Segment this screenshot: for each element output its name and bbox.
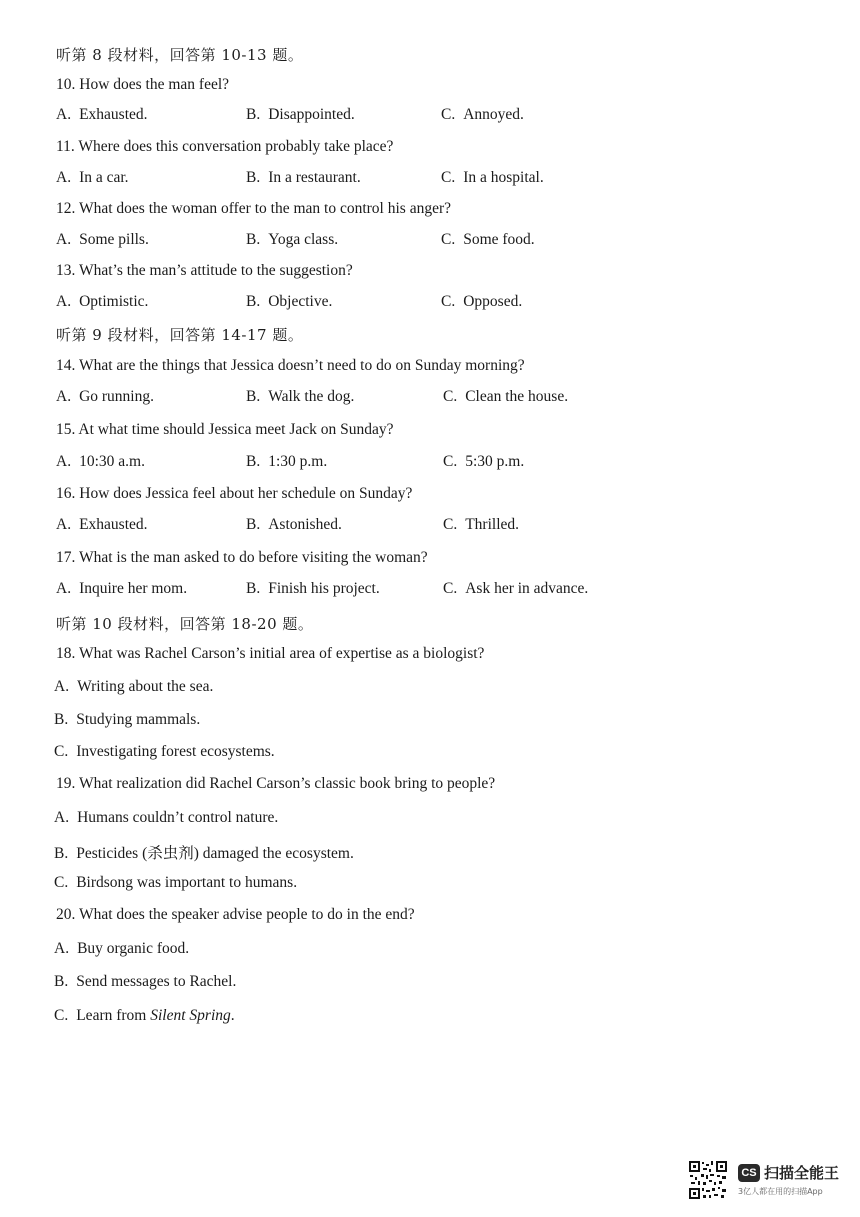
options-14 <box>0 388 860 410</box>
options-12 <box>0 231 860 253</box>
question-16: 16. How does Jessica feel about her schedule on Sunday? <box>56 485 413 502</box>
question-18: 18. What was Rachel Carson’s initial area of expertise as a biologist? <box>56 645 485 662</box>
question-11: 11. Where does this conversation probably take place? <box>56 138 394 155</box>
option-14-a[interactable]: A. Go running. <box>56 388 154 405</box>
question-17: 17. What is the man asked to do before visiting the woman? <box>56 549 428 566</box>
option-11-a[interactable]: A. In a car. <box>56 169 129 186</box>
option-19-c[interactable]: C. Birdsong was important to humans. <box>54 874 298 891</box>
option-16-a[interactable]: A. Exhausted. <box>56 516 148 533</box>
option-16-c[interactable]: C. Thrilled. <box>443 516 520 533</box>
question-12: 12. What does the woman offer to the man to control his anger? <box>56 200 452 217</box>
option-10-b[interactable]: B. Disappointed. <box>246 106 355 123</box>
question-10: 10. How does the man feel? <box>56 76 230 93</box>
option-19-b[interactable]: B. Pesticides (杀虫剂) damaged the ecosystem. <box>54 845 354 862</box>
question-15: 15. At what time should Jessica meet Jack on Sunday? <box>56 421 394 438</box>
option-20-c[interactable]: C. Learn from Silent Spring. <box>54 1007 235 1024</box>
camscanner-logo: CS <box>738 1164 760 1182</box>
question-20: 20. What does the speaker advise people to do in the end? <box>56 906 415 923</box>
options-13 <box>0 293 860 315</box>
section-heading-10: 听第 10 段材料，回答第 18-20 题。 <box>56 615 314 633</box>
option-19-a[interactable]: A. Humans couldn’t control nature. <box>54 809 279 826</box>
scanner-tagline: 3亿人都在用的扫描App <box>738 1187 823 1196</box>
options-10 <box>0 106 860 128</box>
options-11 <box>0 169 860 191</box>
section-heading-9: 听第 9 段材料，回答第 14-17 题。 <box>56 326 304 344</box>
options-15 <box>0 453 860 475</box>
option-12-a[interactable]: A. Some pills. <box>56 231 149 248</box>
option-12-c[interactable]: C. Some food. <box>441 231 535 248</box>
scanner-app-name: 扫描全能王 <box>764 1164 840 1182</box>
option-15-a[interactable]: A. 10:30 a.m. <box>56 453 145 470</box>
option-20-b[interactable]: B. Send messages to Rachel. <box>54 973 237 990</box>
book-title: Silent Spring <box>150 1007 231 1024</box>
option-16-b[interactable]: B. Astonished. <box>246 516 342 533</box>
option-20-a[interactable]: A. Buy organic food. <box>54 940 190 957</box>
option-17-c[interactable]: C. Ask her in advance. <box>443 580 589 597</box>
option-13-a[interactable]: A. Optimistic. <box>56 293 149 310</box>
option-13-c[interactable]: C. Opposed. <box>441 293 523 310</box>
question-14: 14. What are the things that Jessica doesn’t need to do on Sunday morning? <box>56 357 525 374</box>
options-16 <box>0 516 860 538</box>
question-19: 19. What realization did Rachel Carson’s classic book bring to people? <box>56 775 496 792</box>
option-15-b[interactable]: B. 1:30 p.m. <box>246 453 328 470</box>
option-17-a[interactable]: A. Inquire her mom. <box>56 580 188 597</box>
option-10-a[interactable]: A. Exhausted. <box>56 106 148 123</box>
section-heading-8: 听第 8 段材料，回答第 10-13 题。 <box>56 46 304 64</box>
qr-code-icon <box>688 1160 728 1200</box>
option-18-a[interactable]: A. Writing about the sea. <box>54 678 214 695</box>
options-17 <box>0 580 860 602</box>
option-17-b[interactable]: B. Finish his project. <box>246 580 380 597</box>
option-12-b[interactable]: B. Yoga class. <box>246 231 339 248</box>
option-18-b[interactable]: B. Studying mammals. <box>54 711 201 728</box>
option-11-b[interactable]: B. In a restaurant. <box>246 169 361 186</box>
option-14-b[interactable]: B. Walk the dog. <box>246 388 355 405</box>
question-13: 13. What’s the man’s attitude to the suggestion? <box>56 262 353 279</box>
option-14-c[interactable]: C. Clean the house. <box>443 388 569 405</box>
option-15-c[interactable]: C. 5:30 p.m. <box>443 453 525 470</box>
option-11-c[interactable]: C. In a hospital. <box>441 169 544 186</box>
scanner-watermark <box>688 1160 848 1204</box>
option-18-c[interactable]: C. Investigating forest ecosystems. <box>54 743 275 760</box>
option-13-b[interactable]: B. Objective. <box>246 293 333 310</box>
option-10-c[interactable]: C. Annoyed. <box>441 106 524 123</box>
